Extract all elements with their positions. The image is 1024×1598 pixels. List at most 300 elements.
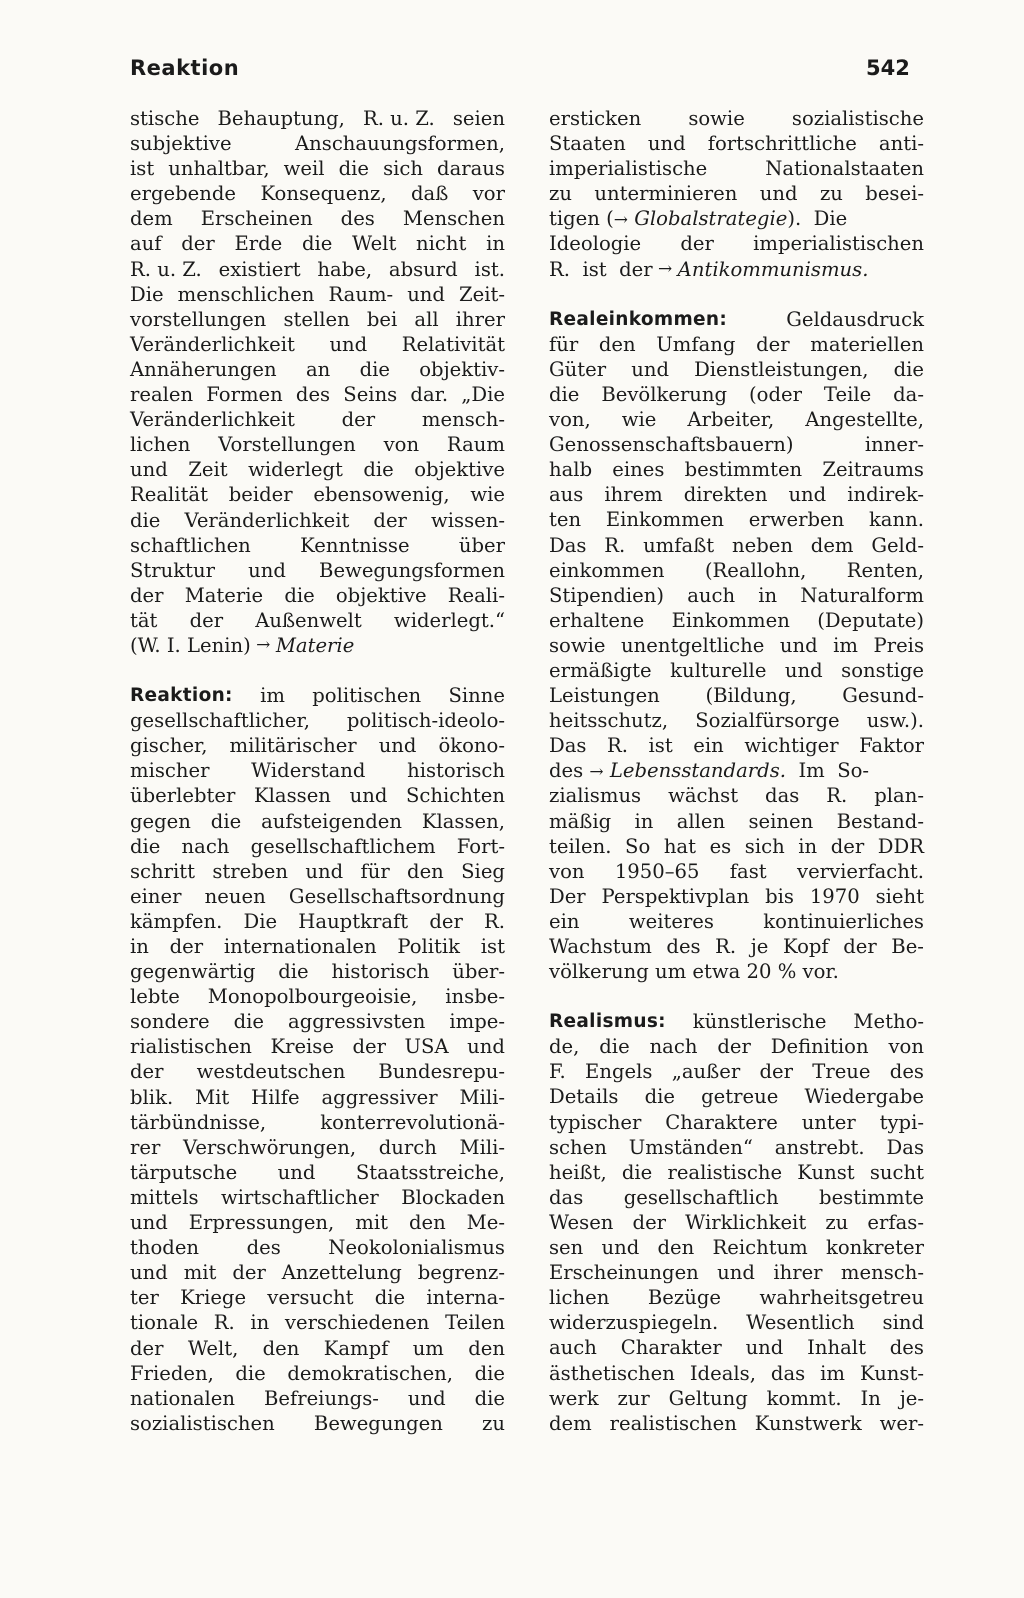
text-line (549, 407, 924, 432)
word: beider (228, 483, 293, 507)
word: verschiedenen (284, 1311, 430, 1335)
text-line (130, 1059, 505, 1084)
word: widerlegt.“ (393, 608, 505, 632)
text-line (130, 1386, 505, 1411)
word: gesellschaftlichem (250, 834, 436, 858)
word: politischen (312, 684, 422, 708)
word: in (798, 834, 818, 858)
text-line (549, 708, 924, 733)
word: R. u. Z. (362, 107, 435, 130)
text-line (549, 758, 924, 783)
text-line (549, 1260, 924, 1285)
word: USA (404, 1035, 449, 1059)
word: widerlegt (248, 458, 343, 482)
word: Mit (195, 1085, 230, 1109)
word: Anzettelung (281, 1261, 402, 1285)
word: künstlerische (692, 1010, 827, 1034)
word: im (833, 633, 859, 657)
word: Das (886, 1135, 924, 1159)
word: zur (617, 1386, 650, 1410)
text-line (549, 106, 924, 131)
word: Klassen, (421, 809, 505, 833)
word: Renten, (846, 558, 924, 582)
word: Gesund- (842, 684, 924, 708)
cross-reference-arrow-icon: → (613, 210, 629, 231)
word: mischer (130, 759, 210, 783)
word: Mili- (459, 1135, 505, 1159)
word: existiert (218, 257, 301, 281)
word: Treue (812, 1060, 871, 1084)
word: Kunst- (859, 1361, 924, 1385)
word: wer- (879, 1411, 924, 1435)
word: Zeit (188, 458, 228, 482)
text-line (130, 708, 505, 733)
word: direkten (683, 483, 768, 507)
word: zu (549, 182, 572, 206)
word: kulturelle (670, 658, 767, 682)
cross-reference: Antikommunismus. (677, 257, 869, 281)
word: Der (549, 884, 586, 908)
text-line (549, 834, 924, 859)
word: Stipendien) (549, 583, 664, 607)
word: wichtiger (744, 734, 839, 758)
word: interna- (426, 1286, 505, 1310)
entry-term: Reaktion: (130, 685, 233, 707)
word: vorstellungen (130, 307, 267, 331)
text-line (130, 783, 505, 808)
word: Charakter (620, 1336, 722, 1360)
word: ist. (474, 257, 505, 281)
word: insbe- (445, 985, 505, 1009)
text-line (130, 1411, 505, 1436)
text-line (549, 1009, 924, 1034)
text-line (549, 884, 924, 909)
word: typi- (879, 1110, 924, 1134)
word: und (784, 658, 823, 682)
word: in (250, 1311, 270, 1335)
word: zu (819, 182, 843, 206)
word: die (363, 458, 394, 482)
word: und (745, 1336, 784, 1360)
word: Welt (352, 232, 397, 256)
word: Kunst (797, 1160, 855, 1184)
word: habe, (317, 257, 373, 281)
word: die (893, 357, 924, 381)
text-line (130, 1085, 505, 1110)
word: die (374, 1286, 406, 1310)
word: den (468, 1336, 505, 1360)
word: Dienstleistungen, (694, 357, 869, 381)
word: werk (549, 1386, 599, 1410)
word: Klassen (254, 784, 331, 808)
text-line (549, 332, 924, 357)
word: zu (482, 1411, 505, 1435)
line-text: R. ist der (549, 257, 653, 281)
word: ökono- (438, 734, 505, 758)
word: tät (130, 608, 158, 632)
text-line (130, 1361, 505, 1386)
word: Zeit- (459, 282, 505, 306)
word: sondere (130, 1010, 210, 1034)
text-line (549, 432, 924, 457)
word: stellen (283, 307, 350, 331)
word: Bestand- (836, 809, 924, 833)
word: R. (213, 1311, 235, 1335)
word: Definition (770, 1035, 869, 1059)
word: kontinuierliches (763, 909, 924, 933)
word: daß (410, 182, 449, 206)
text-line (549, 382, 924, 407)
text-line (130, 332, 505, 357)
word: thoden (130, 1236, 200, 1260)
word: in (486, 232, 505, 256)
word: absurd (388, 257, 458, 281)
word: gegen (130, 809, 191, 833)
word: sowie (688, 107, 745, 130)
word: über- (452, 960, 505, 984)
text-line (549, 909, 924, 934)
word: ihrer (773, 1261, 823, 1285)
word: Geltung (668, 1386, 748, 1410)
word: und (248, 558, 286, 582)
cross-reference-arrow-icon: → (652, 258, 678, 279)
word: die (474, 1361, 505, 1385)
word: die (233, 1010, 264, 1034)
word: da- (893, 382, 924, 406)
word: Relativität (401, 332, 505, 356)
word: im (820, 1361, 846, 1385)
word: Me- (466, 1211, 505, 1235)
text-line (130, 1009, 505, 1034)
word: im (260, 684, 285, 708)
word: inner- (864, 433, 924, 457)
word: begrenz- (417, 1261, 505, 1285)
word: Güter (549, 357, 607, 381)
word: Hilfe (251, 1085, 300, 1109)
word: Frieden, (130, 1361, 214, 1385)
word: auf (130, 232, 162, 256)
text-line (130, 457, 505, 482)
left-column (130, 106, 505, 1436)
word: historisch (331, 960, 430, 984)
word: die (549, 382, 580, 406)
word: usw.). (866, 709, 924, 733)
text-line (549, 1135, 924, 1160)
word: bestimmte (819, 1185, 924, 1209)
text-line (130, 1110, 505, 1135)
text-line (549, 1310, 924, 1335)
word: die (130, 508, 161, 532)
word: Leistungen (549, 684, 660, 708)
word: dem (549, 1411, 592, 1435)
word: mit (355, 1211, 388, 1235)
word: sich (383, 157, 423, 181)
word: Die (130, 282, 164, 306)
word: kämpfen. (130, 909, 223, 933)
text-line (130, 633, 505, 658)
word: imperialistische (549, 157, 708, 181)
word: Bevölkerung (601, 382, 728, 406)
word: des (889, 1060, 924, 1084)
word: Sinne (448, 684, 505, 708)
word: Kreise (270, 1035, 334, 1059)
text-line (549, 558, 924, 583)
word: lichen (130, 433, 191, 457)
word: gegenwärtig (130, 960, 256, 984)
word: die (130, 834, 161, 858)
word: Realität (130, 483, 208, 507)
text-line (549, 231, 924, 256)
word: und (631, 357, 669, 381)
word: menschlichen (177, 282, 315, 306)
running-head: Reaktion (130, 56, 240, 80)
text-line (130, 959, 505, 984)
word: Seins (343, 383, 398, 407)
word: durch (378, 1135, 437, 1159)
word: Gesellschaftsordnung (288, 884, 505, 908)
word: Menschen (402, 207, 505, 231)
word: westdeutschen (196, 1060, 346, 1084)
word: in (758, 583, 778, 607)
entry-term: Realismus: (549, 1011, 666, 1033)
text-line (130, 1310, 505, 1335)
text-line (130, 1135, 505, 1160)
word: imperialistischen (753, 232, 924, 256)
word: Fort- (456, 834, 505, 858)
word: ebensowenig, (313, 483, 450, 507)
word: ist (130, 157, 155, 181)
word: des (889, 1336, 924, 1360)
text-line (130, 758, 505, 783)
word: Teile (823, 382, 872, 406)
word: sonstige (841, 658, 924, 682)
text-line (130, 1235, 505, 1260)
word: R. (715, 935, 737, 958)
word: R. (826, 784, 848, 808)
word: auch (549, 1336, 597, 1360)
word: Raum (446, 433, 505, 457)
word: den (407, 859, 444, 883)
word: der (232, 1261, 266, 1285)
word: die (474, 1386, 505, 1410)
word: die (235, 1361, 266, 1385)
word: der (189, 608, 224, 632)
word: Faktor (859, 734, 924, 758)
word: Be- (891, 935, 924, 958)
word: Arbeiter, (687, 408, 775, 432)
word: und (467, 1035, 505, 1059)
word: materiellen (810, 332, 924, 356)
word: Ideologie (549, 232, 642, 256)
word: Inhalt (807, 1336, 866, 1360)
word: Monopolbourgeoisie, (207, 985, 418, 1009)
word: nach (181, 834, 230, 858)
word: der (759, 1060, 793, 1084)
word: Befreiungs- (263, 1386, 379, 1410)
word: Sozialfürsorge (695, 709, 840, 733)
word: des (295, 383, 331, 407)
text-line (130, 1260, 505, 1285)
word: Genossenschaftsbauern) (549, 433, 794, 457)
word: für (549, 332, 579, 356)
word: Die (243, 909, 278, 933)
word: der (130, 583, 164, 607)
word: von (888, 1035, 924, 1059)
text-line (130, 407, 505, 432)
text-line (130, 357, 505, 382)
text-line (549, 859, 924, 884)
word: Einkommen (605, 508, 725, 532)
text-line (130, 733, 505, 758)
text-line (549, 783, 924, 808)
word: Annäherungen (130, 357, 277, 381)
text-line (130, 231, 505, 256)
word: der (130, 1336, 164, 1360)
word: objektive (335, 583, 427, 607)
word: aggressivsten (288, 1010, 426, 1034)
text-line (130, 181, 505, 206)
word: realistische (667, 1160, 783, 1184)
word: unter (801, 1110, 856, 1134)
word: und (717, 1261, 755, 1285)
line-text: (W. I. Lenin) (130, 633, 251, 657)
word: seien (452, 107, 505, 130)
word: Kriege (180, 1286, 247, 1310)
word: DDR (877, 834, 924, 858)
line-text: tigen (→ Globalstrategie). Die (549, 207, 848, 231)
word: einkommen (549, 558, 665, 582)
text-line (130, 834, 505, 859)
word: sich (744, 834, 785, 858)
word: 1970 (809, 884, 860, 908)
word: „außer (671, 1060, 741, 1084)
word: (oder (749, 382, 802, 406)
word: Engels (585, 1060, 653, 1084)
word: einer (130, 884, 182, 908)
word: ergebende (130, 182, 236, 206)
word: unterminieren (594, 182, 738, 206)
word: je (750, 935, 769, 958)
word: und (349, 784, 388, 808)
paragraph-gap (130, 658, 505, 683)
word: Ideals, (689, 1361, 756, 1385)
word: Neokolonialismus (328, 1236, 505, 1260)
word: es (709, 834, 732, 858)
word: all (414, 307, 439, 331)
word: gischer, (130, 734, 208, 758)
word: Politik (397, 935, 461, 958)
word: und (759, 182, 798, 206)
word: zu (825, 1210, 849, 1234)
word: die (621, 1160, 653, 1184)
word: indirek- (847, 483, 924, 507)
text-line (549, 583, 924, 608)
word: umfaßt (643, 533, 715, 557)
word: Sieg (461, 859, 505, 883)
word: Staaten (549, 132, 626, 156)
text-line (130, 859, 505, 884)
word: ein (693, 734, 724, 758)
word: überlebter (130, 784, 236, 808)
word: gesellschaftlich (623, 1185, 779, 1209)
word: um (412, 1336, 444, 1360)
word: vor (472, 182, 505, 206)
word: 1950–65 (614, 859, 700, 883)
text-line (130, 156, 505, 181)
word: objektive (414, 458, 505, 482)
word: subjektive (130, 132, 232, 156)
text-line (549, 357, 924, 382)
word: Erpressungen, (188, 1211, 335, 1235)
word: konkreter (825, 1236, 924, 1260)
word: je- (899, 1386, 924, 1410)
text-line (130, 206, 505, 231)
word: Veränderlichkeit (130, 408, 295, 432)
text-line (130, 382, 505, 407)
word: der (130, 1060, 164, 1084)
word: Wesentlich (746, 1311, 855, 1335)
word: Veränderlichkeit (130, 332, 295, 356)
word: weiteres (628, 909, 714, 933)
word: Umfang (656, 332, 736, 356)
word: und (779, 633, 818, 657)
word: nach (649, 1035, 698, 1059)
word: tionale (130, 1311, 199, 1335)
word: politisch-ideolo- (346, 709, 505, 733)
word: R. (484, 909, 505, 933)
word: und (277, 1160, 316, 1184)
word: dem (810, 533, 854, 557)
word: Behauptung, (217, 107, 345, 130)
word: nicht (416, 232, 467, 256)
cross-reference-arrow-icon: → (589, 762, 604, 783)
word: weil (283, 157, 325, 181)
word: Hauptkraft (298, 909, 409, 933)
word: kann. (868, 508, 924, 532)
entry-term: Realeinkommen: (549, 308, 728, 330)
cross-reference: Globalstrategie (634, 207, 788, 231)
word: erwerben (748, 508, 845, 532)
text-line (549, 1034, 924, 1059)
word: die (359, 357, 390, 381)
word: wissen- (431, 508, 505, 532)
word: des (340, 207, 375, 231)
word: In (860, 1386, 881, 1410)
word: sozialistische (791, 107, 924, 130)
word: das (765, 784, 800, 808)
word: bei (366, 307, 398, 331)
line-text: völkerung um etwa 20 % vor. (549, 960, 839, 984)
word: fast (729, 859, 767, 883)
word: F. (549, 1060, 566, 1084)
word: und (130, 1211, 168, 1235)
right-column (549, 106, 924, 1436)
word: daraus (437, 157, 505, 181)
word: Erscheinungen (549, 1261, 699, 1285)
word: die (210, 809, 242, 833)
text-line (130, 533, 505, 558)
word: lebte (130, 985, 180, 1009)
word: der (181, 232, 215, 256)
word: Charaktere (665, 1110, 778, 1134)
word: wie (621, 408, 657, 432)
word: Struktur (130, 558, 216, 582)
word: Welt, (187, 1336, 239, 1360)
word: Bezüge (647, 1286, 721, 1310)
word: rer (130, 1135, 161, 1159)
word: der (429, 909, 463, 933)
word: rialistischen (130, 1035, 252, 1059)
